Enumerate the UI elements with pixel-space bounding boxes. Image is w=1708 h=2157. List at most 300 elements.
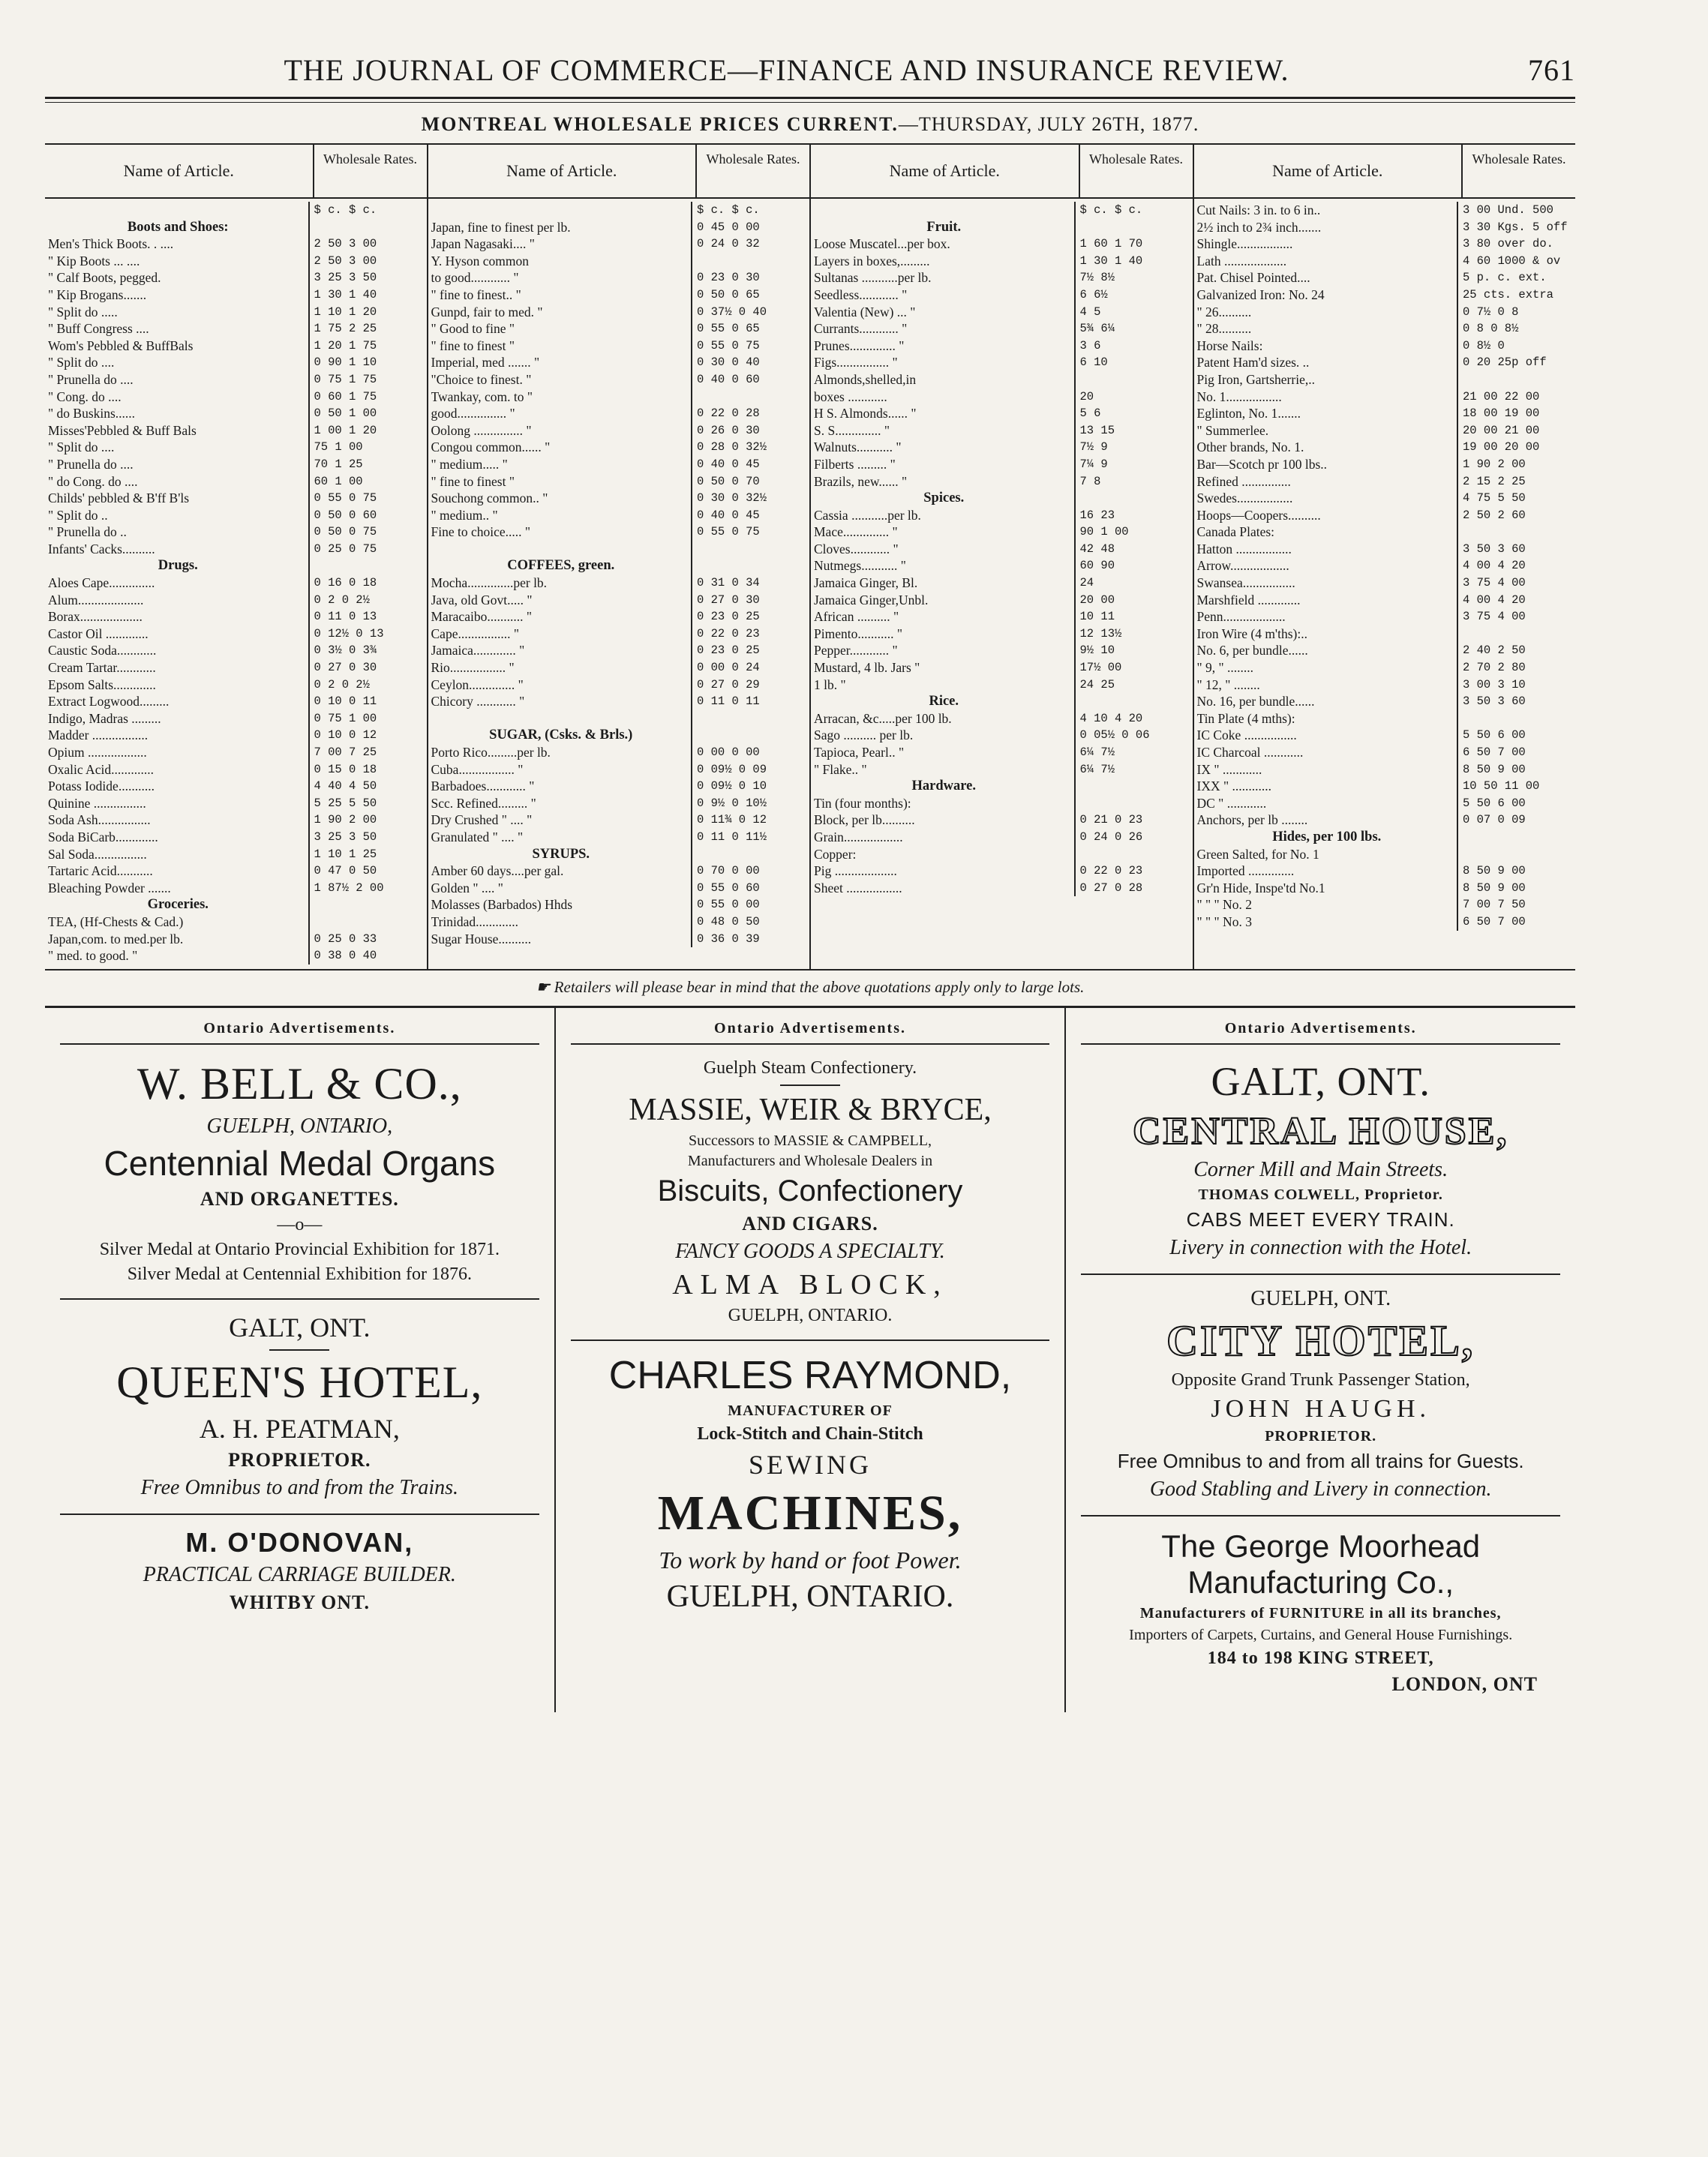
wholesale-rate: 0 50 0 65: [691, 286, 806, 304]
wholesale-rate: 0 55 0 00: [691, 896, 806, 914]
central-cabs: CABS MEET EVERY TRAIN.: [1186, 1208, 1455, 1231]
price-row: [814, 795, 1190, 812]
price-row: [48, 659, 424, 676]
wholesale-rate: 18 00 19 00: [1457, 405, 1572, 422]
wholesale-rate: 0 25 0 33: [308, 931, 424, 948]
article-name: No. 1.................: [1196, 388, 1282, 404]
price-rows: [1194, 199, 1576, 935]
price-section-heading: [48, 219, 424, 236]
price-row: [1197, 236, 1573, 253]
article-name: Chicory ............ ": [431, 694, 525, 710]
header-name-of-article: Name of Article.: [889, 161, 1000, 180]
wholesale-rate: 0 70 0 00: [691, 862, 806, 880]
price-row: [814, 829, 1190, 846]
price-row: [1197, 524, 1573, 541]
wholesale-rate: 3 25 3 50: [308, 829, 424, 846]
wholesale-rate: 0 23 0 30: [691, 269, 806, 286]
article-name: " Kip Brogans.......: [48, 286, 147, 302]
article-name: IC Charcoal ............: [1196, 745, 1304, 760]
article-name: " Buff Congress ....: [48, 321, 149, 337]
article-name: Arrow..................: [1196, 558, 1289, 574]
article-name: Tin (four months):: [814, 795, 911, 811]
odonovan-name: M. O'DONOVAN,: [185, 1526, 414, 1558]
price-row: [431, 371, 807, 388]
price-row: [1197, 642, 1573, 659]
wholesale-rate: 0 55 0 60: [691, 880, 806, 897]
article-name: " do Buskins......: [48, 406, 136, 422]
wholesale-rate: 0 22 0 28: [691, 405, 806, 422]
price-row: [48, 914, 424, 931]
wholesale-rate: [1074, 693, 1190, 710]
article-name: Cut Nails: 3 in. to 6 in..: [1196, 202, 1321, 218]
wholesale-rate: 2 50 2 60: [1457, 507, 1572, 524]
article-name: Pig ...................: [814, 863, 897, 879]
article-name: Arracan, &c.....per 100 lb.: [814, 710, 952, 726]
article-name: Childs' pebbled & B'ff B'ls: [48, 490, 190, 506]
price-row: [814, 439, 1190, 456]
price-row: [814, 236, 1190, 253]
article-name: Pig Iron, Gartsherrie,..: [1196, 371, 1315, 387]
article-name: " 9, " ........: [1196, 660, 1254, 676]
article-name: Hatton .................: [1196, 541, 1292, 556]
article-name: Cuba................. ": [431, 761, 524, 777]
wholesale-rate: [691, 541, 806, 558]
price-row: [48, 829, 424, 846]
price-row: [814, 405, 1190, 422]
price-section-heading: [814, 693, 1190, 710]
price-row: [1197, 626, 1573, 643]
article-name: Quinine ................: [48, 795, 146, 811]
article-name: Congou common...... ": [431, 440, 551, 455]
article-name: Y. Hyson common: [431, 253, 529, 268]
article-name: Cape................ ": [431, 626, 519, 641]
wholesale-rate: 1 10 1 20: [308, 304, 424, 321]
wholesale-rate: 13 15: [1074, 422, 1190, 440]
wholesale-rate: 0 75 1 75: [308, 371, 424, 388]
price-row: [814, 202, 1190, 219]
price-row: [431, 642, 807, 659]
ad-heading: Ontario Advertisements.: [60, 1020, 539, 1045]
wholesale-rate: 75 1 00: [308, 439, 424, 456]
ad-divider: [60, 1298, 539, 1300]
price-row: [814, 371, 1190, 388]
price-row: [431, 761, 807, 778]
price-row: [48, 338, 424, 355]
wholesale-rate: 24: [1074, 574, 1190, 592]
article-name: IX " ............: [1196, 761, 1262, 777]
wholesale-rate: 0 55 0 75: [691, 338, 806, 355]
article-name: Wom's Pebbled & BuffBals: [48, 338, 194, 353]
city-omnibus: Free Omnibus to and from all trains for Guests.: [1117, 1449, 1524, 1472]
bell-product: Centennial Medal Organs: [104, 1143, 496, 1183]
wholesale-rate: [1457, 829, 1572, 846]
wholesale-rate: 0 27 0 28: [1074, 880, 1190, 897]
wholesale-rate: 0 40 0 60: [691, 371, 806, 388]
price-row: [814, 286, 1190, 304]
article-name: Brazils, new...... ": [814, 473, 908, 489]
article-name: Trinidad.............: [431, 914, 519, 929]
ad-heading: Ontario Advertisements.: [571, 1020, 1050, 1045]
price-row: [431, 744, 807, 761]
price-row: [1197, 286, 1573, 304]
wholesale-rate: 0 16 0 18: [308, 574, 424, 592]
article-name: Groceries.: [147, 897, 209, 913]
wholesale-rate: $ c. $ c.: [691, 202, 806, 219]
article-name: Walnuts........... ": [814, 440, 902, 455]
wholesale-rate: [1074, 846, 1190, 863]
price-row: [48, 795, 424, 812]
article-name: Green Salted, for No. 1: [1196, 846, 1319, 862]
price-row: [1197, 744, 1573, 761]
article-name: Sal Soda................: [48, 846, 147, 862]
price-row: [1197, 896, 1573, 914]
wholesale-rate: 5 25 5 50: [308, 795, 424, 812]
price-row: [814, 592, 1190, 609]
price-row: [1197, 778, 1573, 795]
price-row: [48, 320, 424, 338]
raymond-tagline: To work by hand or foot Power.: [659, 1546, 962, 1574]
article-name: Nutmegs........... ": [814, 558, 906, 574]
article-name: Ceylon.............. ": [431, 676, 524, 692]
price-row: [48, 880, 424, 897]
wholesale-rate: 1 90 2 00: [1457, 456, 1572, 473]
price-section-heading: [814, 219, 1190, 236]
wholesale-rate: 19 00 20 00: [1457, 439, 1572, 456]
central-place: GALT, ONT.: [1211, 1058, 1430, 1104]
price-row: [814, 524, 1190, 541]
wholesale-rate: 7½ 8½: [1074, 269, 1190, 286]
price-row: [1197, 405, 1573, 422]
article-name: Dry Crushed " .... ": [431, 812, 533, 828]
article-name: Oxalic Acid.............: [48, 761, 154, 777]
price-section-heading: [431, 727, 807, 744]
wholesale-rate: [1074, 371, 1190, 388]
price-row: [48, 592, 424, 609]
article-name: Japan, fine to finest per lb.: [431, 219, 571, 235]
article-name: Indigo, Madras .........: [48, 710, 161, 726]
article-name: SUGAR, (Csks. & Brls.): [489, 728, 633, 743]
massie-desc: Manufacturers and Wholesale Dealers in: [687, 1152, 933, 1169]
price-row: [1197, 338, 1573, 355]
wholesale-rate: 8 50 9 00: [1457, 761, 1572, 778]
wholesale-rate: 6¼ 7½: [1074, 761, 1190, 778]
price-row: [431, 320, 807, 338]
wholesale-rate: 5 p. c. ext.: [1457, 269, 1572, 286]
central-name: CENTRAL HOUSE,: [1132, 1109, 1509, 1153]
article-name: Molasses (Barbados) Hhds: [431, 897, 573, 913]
article-name: Loose Muscatel...per box.: [814, 236, 950, 252]
journal-title: THE JOURNAL OF COMMERCE—FINANCE AND INSURANCE REVIEW.: [284, 53, 1289, 87]
wholesale-rate: 42 48: [1074, 541, 1190, 558]
article-name: SYRUPS.: [532, 846, 590, 862]
massie-place: GUELPH, ONTARIO.: [728, 1305, 893, 1325]
wholesale-rate: 5¾ 6¼: [1074, 320, 1190, 338]
price-row: [814, 388, 1190, 406]
city-owner: JOHN HAUGH.: [1211, 1394, 1431, 1423]
price-row: [431, 507, 807, 524]
wholesale-rate: 4 75 5 50: [1457, 490, 1572, 507]
wholesale-rate: 70 1 25: [308, 456, 424, 473]
wholesale-rate: [1074, 219, 1190, 236]
wholesale-rate: 0 22 0 23: [691, 626, 806, 643]
wholesale-rate: 3 50 3 60: [1457, 541, 1572, 558]
ad-column-2: [556, 1008, 1067, 1712]
article-name: " med. to good. ": [48, 948, 138, 964]
article-name: Scc. Refined......... ": [431, 795, 536, 811]
small-rule: [780, 1084, 840, 1086]
article-name: good............... ": [431, 406, 515, 422]
wholesale-rate: 0 55 0 75: [691, 524, 806, 541]
price-row: [1197, 439, 1573, 456]
central-livery: Livery in connection with the Hotel.: [1169, 1235, 1472, 1259]
article-name: [48, 202, 308, 219]
header-name-of-article: Name of Article.: [123, 161, 234, 180]
article-name: Sugar House..........: [431, 931, 532, 946]
article-name: No. 6, per bundle......: [1196, 643, 1308, 658]
wholesale-rate: 2 50 3 00: [308, 253, 424, 270]
article-name: Fruit.: [926, 219, 962, 235]
price-row: [431, 592, 807, 609]
wholesale-rate: 0 38 0 40: [308, 947, 424, 964]
wholesale-rate: 21 00 22 00: [1457, 388, 1572, 406]
wholesale-rate: [308, 914, 424, 931]
wholesale-rate: 3 6: [1074, 338, 1190, 355]
article-name: " 28..........: [1196, 321, 1252, 337]
article-name: IXX " ............: [1196, 778, 1271, 794]
wholesale-rate: 0 22 0 23: [1074, 862, 1190, 880]
moorhead-line2: Importers of Carpets, Curtains, and General House Furnishings.: [1129, 1626, 1513, 1643]
article-name: Imperial, med ....... ": [431, 355, 540, 370]
price-row: [1197, 676, 1573, 694]
price-row: [48, 778, 424, 795]
article-name: Galvanized Iron: No. 24: [1196, 286, 1325, 302]
retailers-note: ☛ Retailers will please bear in mind that the above quotations apply only to large lots.: [536, 977, 1085, 996]
article-name: Copper:: [814, 846, 857, 862]
article-name: Cloves............ ": [814, 541, 899, 556]
wholesale-rate: 0 36 0 39: [691, 931, 806, 948]
article-name: " Calf Boots, pegged.: [48, 270, 161, 286]
prices-headline-bold: MONTREAL WHOLESALE PRICES CURRENT.: [421, 113, 899, 135]
price-row: [1197, 812, 1573, 829]
city-address: Opposite Grand Trunk Passenger Station,: [1171, 1370, 1470, 1390]
article-name: Mocha..............per lb.: [431, 575, 548, 591]
header-name-of-article: Name of Article.: [1272, 161, 1383, 180]
wholesale-rate: 0 23 0 25: [691, 642, 806, 659]
article-name: Penn...................: [1196, 609, 1286, 625]
price-row: [48, 236, 424, 253]
article-name: [431, 202, 692, 219]
price-row: [48, 626, 424, 643]
price-row: [1197, 490, 1573, 507]
wholesale-rate: 7 00 7 50: [1457, 896, 1572, 914]
article-name: " Summerlee.: [1196, 422, 1269, 438]
price-row: [1197, 574, 1573, 592]
moorhead-line1: Manufacturers of FURNITURE in all its branches,: [1139, 1604, 1502, 1622]
wholesale-rate: 10 50 11 00: [1457, 778, 1572, 795]
ad-column-3: [1066, 1008, 1575, 1712]
wholesale-rate: 0 90 1 10: [308, 354, 424, 371]
price-section-heading: [431, 846, 807, 863]
header-name-of-article: Name of Article.: [506, 161, 617, 180]
wholesale-rate: 0 30 0 40: [691, 354, 806, 371]
wholesale-rate: 0 8 0 8½: [1457, 320, 1572, 338]
wholesale-rate: 7 00 7 25: [308, 744, 424, 761]
article-name: Imported ..............: [1196, 863, 1295, 879]
article-name: " Flake.. ": [814, 761, 867, 777]
wholesale-rate: 1 87½ 2 00: [308, 880, 424, 897]
wholesale-rate: [691, 846, 806, 863]
wholesale-rate: [308, 896, 424, 914]
price-row: [48, 202, 424, 219]
wholesale-rate: 1 75 2 25: [308, 320, 424, 338]
massie-kicker: Guelph Steam Confectionery.: [703, 1058, 917, 1078]
article-name: Horse Nails:: [1196, 338, 1263, 353]
article-name: H S. Almonds...... ": [814, 406, 917, 422]
article-name: Hides, per 100 lbs.: [1272, 829, 1382, 844]
wholesale-rate: [308, 557, 424, 574]
price-column-header: [811, 145, 1193, 199]
wholesale-rate: 20 00: [1074, 592, 1190, 609]
article-name: 1 lb. ": [814, 676, 846, 692]
wholesale-rate: 5 50 6 00: [1457, 727, 1572, 744]
wholesale-rate: 0 37½ 0 40: [691, 304, 806, 321]
price-row: [48, 286, 424, 304]
wholesale-rate: [1457, 524, 1572, 541]
price-row: [48, 371, 424, 388]
price-row: [48, 354, 424, 371]
header-wholesale-rates: Wholesale Rates.: [1079, 145, 1193, 197]
article-name: 2½ inch to 2¾ inch.......: [1196, 219, 1322, 235]
wholesale-rate: 0 24 0 32: [691, 236, 806, 253]
wholesale-rate: [1074, 778, 1190, 795]
article-name: Tin Plate (4 mths):: [1196, 710, 1295, 726]
wholesale-rate: [308, 219, 424, 236]
wholesale-rate: 0 12½ 0 13: [308, 626, 424, 643]
ad-divider: [571, 1340, 1050, 1341]
ad-column-1: [45, 1008, 556, 1712]
wholesale-rate: 4 00 4 20: [1457, 557, 1572, 574]
wholesale-rate: 3 75 4 00: [1457, 574, 1572, 592]
price-row: [1197, 693, 1573, 710]
wholesale-rate: [691, 710, 806, 728]
price-row: [431, 778, 807, 795]
price-row: [814, 557, 1190, 574]
article-name: Filberts ......... ": [814, 456, 896, 472]
price-row: [431, 693, 807, 710]
wholesale-rate: 2 40 2 50: [1457, 642, 1572, 659]
article-name: Sago .......... per lb.: [814, 728, 914, 743]
wholesale-rate: 12 13½: [1074, 626, 1190, 643]
price-row: [431, 676, 807, 694]
wholesale-rate: 6 50 7 00: [1457, 914, 1572, 931]
price-row: [814, 574, 1190, 592]
price-row: [431, 626, 807, 643]
wholesale-rate: 0 11 0 13: [308, 608, 424, 626]
article-name: Maracaibo........... ": [431, 609, 532, 625]
price-section-heading: [1197, 829, 1573, 846]
price-row: [814, 608, 1190, 626]
massie-specialty: FANCY GOODS A SPECIALTY.: [675, 1239, 945, 1263]
article-name: Boots and Shoes:: [127, 219, 229, 235]
price-row: [1197, 304, 1573, 321]
price-row: [814, 541, 1190, 558]
raymond-product2: MACHINES,: [657, 1485, 963, 1540]
wholesale-rate: 20 00 21 00: [1457, 422, 1572, 440]
wholesale-rate: 7 8: [1074, 473, 1190, 490]
article-name: Bar—Scotch pr 100 lbs..: [1196, 456, 1328, 472]
wholesale-rate: 1 30 1 40: [308, 286, 424, 304]
wholesale-rate: [691, 388, 806, 406]
article-name: Hoops—Coopers..........: [1196, 507, 1321, 523]
wholesale-rate: 0 55 0 75: [308, 490, 424, 507]
wholesale-rate: $ c. $ c.: [308, 202, 424, 219]
article-name: No. 16, per bundle......: [1196, 694, 1315, 710]
wholesale-rate: 3 25 3 50: [308, 269, 424, 286]
price-row: [431, 202, 807, 219]
article-name: Sheet .................: [814, 880, 902, 896]
article-name: " Cong. do ....: [48, 388, 122, 404]
article-name: " " " No. 3: [1196, 914, 1252, 929]
article-name: Jamaica............. ": [431, 643, 525, 658]
raymond-role: MANUFACTURER OF: [728, 1402, 893, 1419]
article-name: Rio................. ": [431, 660, 515, 676]
article-name: [431, 710, 692, 728]
price-section-heading: [48, 896, 424, 914]
moorhead-address: 184 to 198 KING STREET,: [1207, 1648, 1434, 1668]
article-name: Opium ..................: [48, 745, 147, 760]
article-name: Alum....................: [48, 592, 144, 608]
price-row: [814, 473, 1190, 490]
wholesale-rate: 0 07 0 09: [1457, 812, 1572, 829]
raymond-place: GUELPH, ONTARIO.: [666, 1579, 954, 1614]
price-row: [1197, 371, 1573, 388]
wholesale-rate: 1 30 1 40: [1074, 253, 1190, 270]
price-row: [48, 947, 424, 964]
page-number: 761: [1528, 53, 1575, 87]
article-name: Swedes.................: [1196, 490, 1293, 506]
price-row: [48, 676, 424, 694]
wholesale-rate: 0 26 0 30: [691, 422, 806, 440]
article-name: Souchong common.. ": [431, 490, 548, 506]
running-header: [45, 52, 1575, 97]
wholesale-rate: [1457, 710, 1572, 728]
article-name: Borax...................: [48, 609, 143, 625]
article-name: Potass Iodide...........: [48, 778, 155, 794]
wholesale-rate: 16 23: [1074, 507, 1190, 524]
article-name: Mace.............. ": [814, 524, 898, 540]
wholesale-rate: 4 40 4 50: [308, 778, 424, 795]
article-name: S. S.............. ": [814, 422, 890, 438]
article-name: Shingle.................: [1196, 236, 1293, 252]
ad-heading: Ontario Advertisements.: [1081, 1020, 1560, 1045]
raymond-product: SEWING: [749, 1449, 872, 1480]
price-row: [1197, 880, 1573, 897]
article-name: to good............ ": [431, 270, 519, 286]
price-row: [48, 524, 424, 541]
wholesale-rate: [1457, 371, 1572, 388]
price-row: [814, 880, 1190, 897]
price-row: [48, 456, 424, 473]
article-name: Sultanas ...........per lb.: [814, 270, 932, 286]
moorhead-city: LONDON, ONT: [1391, 1672, 1538, 1695]
central-owner: THOMAS COLWELL, Proprietor.: [1198, 1186, 1443, 1203]
massie-successors: Successors to MASSIE & CAMPBELL,: [689, 1132, 932, 1149]
wholesale-rate: 0 09½ 0 09: [691, 761, 806, 778]
price-row: [1197, 456, 1573, 473]
wholesale-rate: 3 80 over do.: [1457, 236, 1572, 253]
wholesale-rate: 0 27 0 29: [691, 676, 806, 694]
article-name: Porto Rico.........per lb.: [431, 745, 551, 760]
